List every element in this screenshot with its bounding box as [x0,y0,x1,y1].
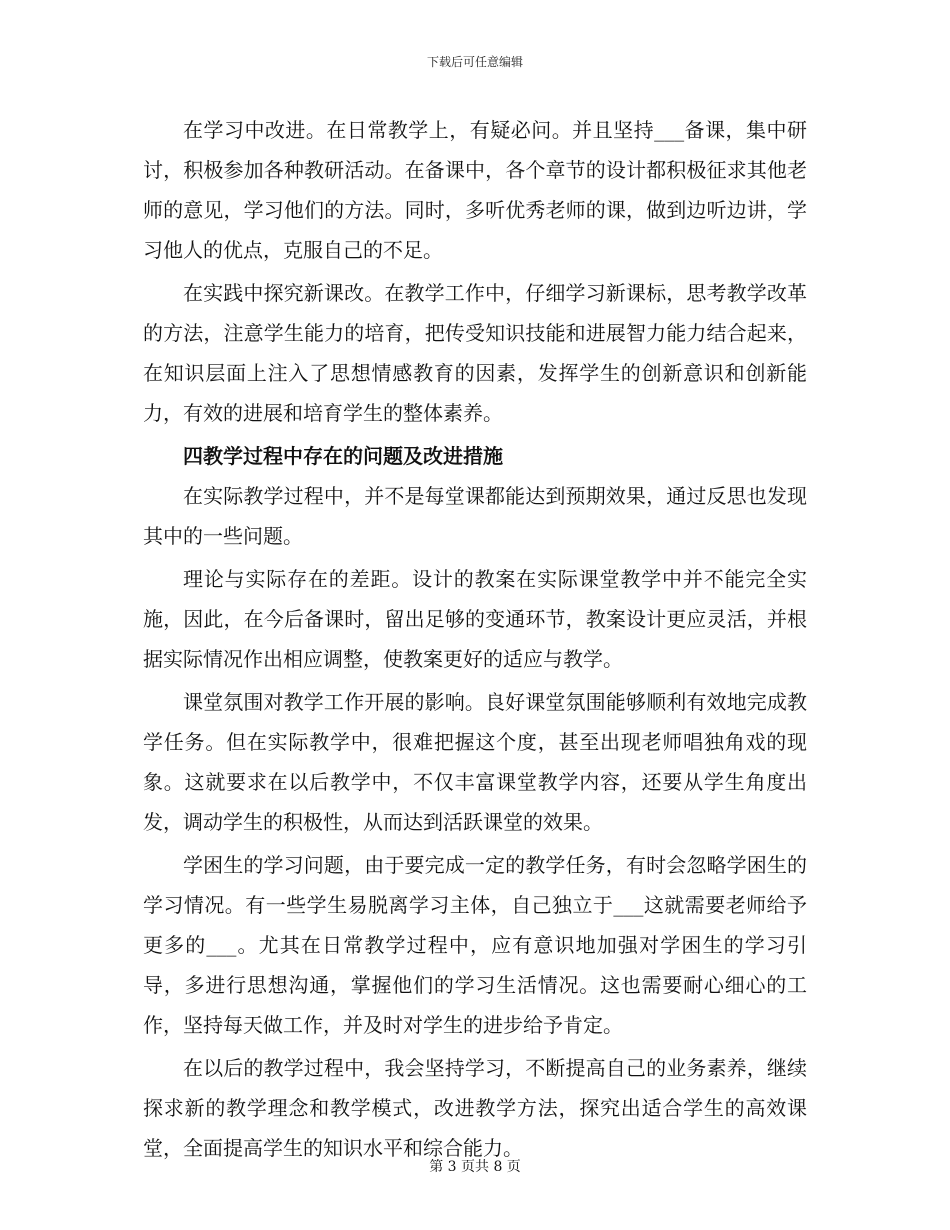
paragraph-future-plans: 在以后的教学过程中，我会坚持学习，不断提高自己的业务素养，继续探求新的教学理念和教学模式，改进教学方法，探究出适合学生的高效课堂，全面提高学生的知识水平和综合能力。 [143,1056,807,1160]
paragraph-intro-problems: 在实际教学过程中，并不是每堂课都能达到预期效果，通过反思也发现其中的一些问题。 [143,484,807,548]
paragraph-struggling-students: 学困生的学习问题，由于要完成一定的教学任务，有时会忽略学困生的学习情况。有一些学生易脱离学习主体，自己独立于___这就需要老师给予更多的___。尤其在日常教学过程中，应有意识地加强对学困生的学习引导，多进行思想沟通，掌握他们的学习生活情况。这也需要耐心细心的工作，坚持每天做工作，并及时对学生的进步给予肯定。 [143,853,807,1037]
paragraph-new-curriculum-reform: 在实践中探究新课改。在教学工作中，仔细学习新课标，思考教学改革的方法，注意学生能力的培育，把传受知识技能和进展智力能力结合起来，在知识层面上注入了思想情感教育的因素，发挥学生的创新意识和创新能力，有效的进展和培育学生的整体素养。 [143,281,807,425]
paragraph-classroom-atmosphere: 课堂氛围对教学工作开展的影响。良好课堂氛围能够顺利有效地完成教学任务。但在实际教学中，很难把握这个度，甚至出现老师唱独角戏的现象。这就要求在以后教学中，不仅丰富课堂教学内容，还要从学生角度出发，调动学生的积极性，从而达到活跃课堂的效果。 [143,690,807,834]
page-header: 下载后可任意编辑 [426,55,523,69]
section-heading: 四教学过程中存在的问题及改进措施 [183,444,503,468]
paragraph-theory-practice-gap: 理论与实际存在的差距。设计的教案在实际课堂教学中并不能完全实施，因此，在今后备课时，留出足够的变通环节，教案设计更应灵活，并根据实际情况作出相应调整，使教案更好的适应与教学。 [143,567,807,671]
paragraph-improve-in-learning: 在学习中改进。在日常教学上，有疑必问。并且坚持___备课，集中研讨，积极参加各种教研活动。在备课中，各个章节的设计都积极征求其他老师的意见，学习他们的方法。同时，多听优秀老师的课，做到边听边讲，学习他人的优点，克服自己的不足。 [143,118,807,262]
page-footer: 第 3 页共 8 页 [429,1159,521,1175]
document-body [143,110,807,1171]
